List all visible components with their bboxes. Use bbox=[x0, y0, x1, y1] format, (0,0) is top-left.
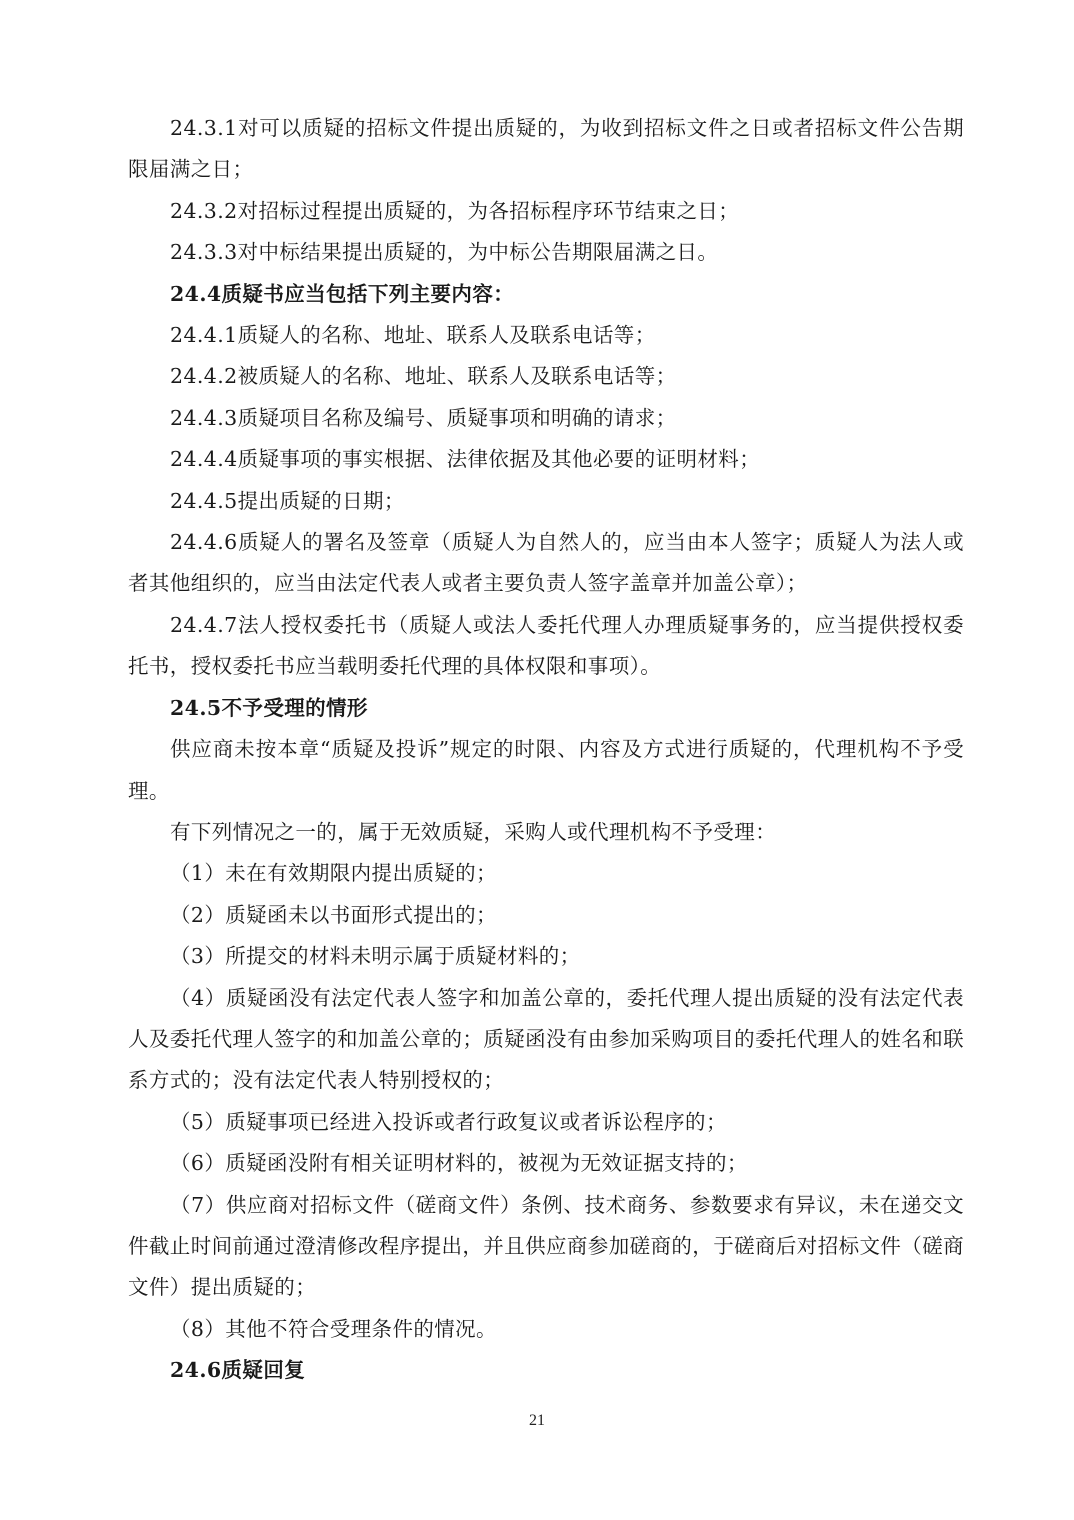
paragraph: 24.4.7法人授权委托书（质疑人或法人委托代理人办理质疑事务的，应当提供授权委托书，授权委托书应当载明委托代理的具体权限和事项）。 bbox=[128, 612, 964, 679]
section-heading: 24.4质疑书应当包括下列主要内容： bbox=[170, 281, 515, 306]
section-heading: 24.6质疑回复 bbox=[170, 1358, 306, 1383]
list-item: （3）所提交的材料未明示属于质疑材料的； bbox=[170, 944, 581, 969]
section-heading: 24.5不予受理的情形 bbox=[170, 695, 368, 720]
list-item: （6）质疑函没附有相关证明材料的，被视为无效证据支持的； bbox=[170, 1151, 748, 1176]
paragraph: 24.3.3对中标结果提出质疑的，为中标公告期限届满之日。 bbox=[170, 240, 719, 265]
page-number: 21 bbox=[529, 1412, 545, 1429]
paragraph: 24.3.2对招标过程提出质疑的，为各招标程序环节结束之日； bbox=[170, 198, 740, 223]
list-item: （7）供应商对招标文件（磋商文件）条例、技术商务、参数要求有异议，未在递交文件截止时间前通过澄清修改程序提出，并且供应商参加磋商的，于磋商后对招标文件（磋商文件）提出质疑的； bbox=[128, 1192, 964, 1300]
list-item: （8）其他不符合受理条件的情况。 bbox=[170, 1316, 497, 1341]
paragraph: 24.4.5提出质疑的日期； bbox=[170, 488, 405, 513]
list-item: （4）质疑函没有法定代表人签字和加盖公章的，委托代理人提出质疑的没有法定代表人及委托代理人签字的和加盖公章的；质疑函没有由参加采购项目的委托代理人的姓名和联系方式的；没有法定代表人特别授权的； bbox=[128, 985, 964, 1093]
paragraph: 24.3.1对可以质疑的招标文件提出质疑的，为收到招标文件之日或者招标文件公告期限届满之日； bbox=[128, 116, 964, 182]
paragraph: 24.4.6质疑人的署名及签章（质疑人为自然人的，应当由本人签字；质疑人为法人或者其他组织的，应当由法定代表人或者主要负责人签字盖章并加盖公章）； bbox=[128, 530, 964, 596]
list-item: （5）质疑事项已经进入投诉或者行政复议或者诉讼程序的； bbox=[170, 1109, 727, 1134]
paragraph: 有下列情况之一的，属于无效质疑，采购人或代理机构不予受理： bbox=[170, 819, 777, 844]
paragraph: 24.4.2被质疑人的名称、地址、联系人及联系电话等； bbox=[170, 364, 677, 389]
paragraph: 24.4.4质疑事项的事实根据、法律依据及其他必要的证明材料； bbox=[170, 447, 761, 472]
list-item: （1）未在有效期限内提出质疑的； bbox=[170, 861, 497, 886]
list-item: （2）质疑函未以书面形式提出的； bbox=[170, 902, 497, 927]
document-body bbox=[128, 108, 964, 1392]
paragraph: 24.4.1质疑人的名称、地址、联系人及联系电话等； bbox=[170, 323, 656, 348]
paragraph: 24.4.3质疑项目名称及编号、质疑事项和明确的请求； bbox=[170, 405, 677, 430]
paragraph: 供应商未按本章“质疑及投诉”规定的时限、内容及方式进行质疑的，代理机构不予受理。 bbox=[128, 737, 964, 803]
